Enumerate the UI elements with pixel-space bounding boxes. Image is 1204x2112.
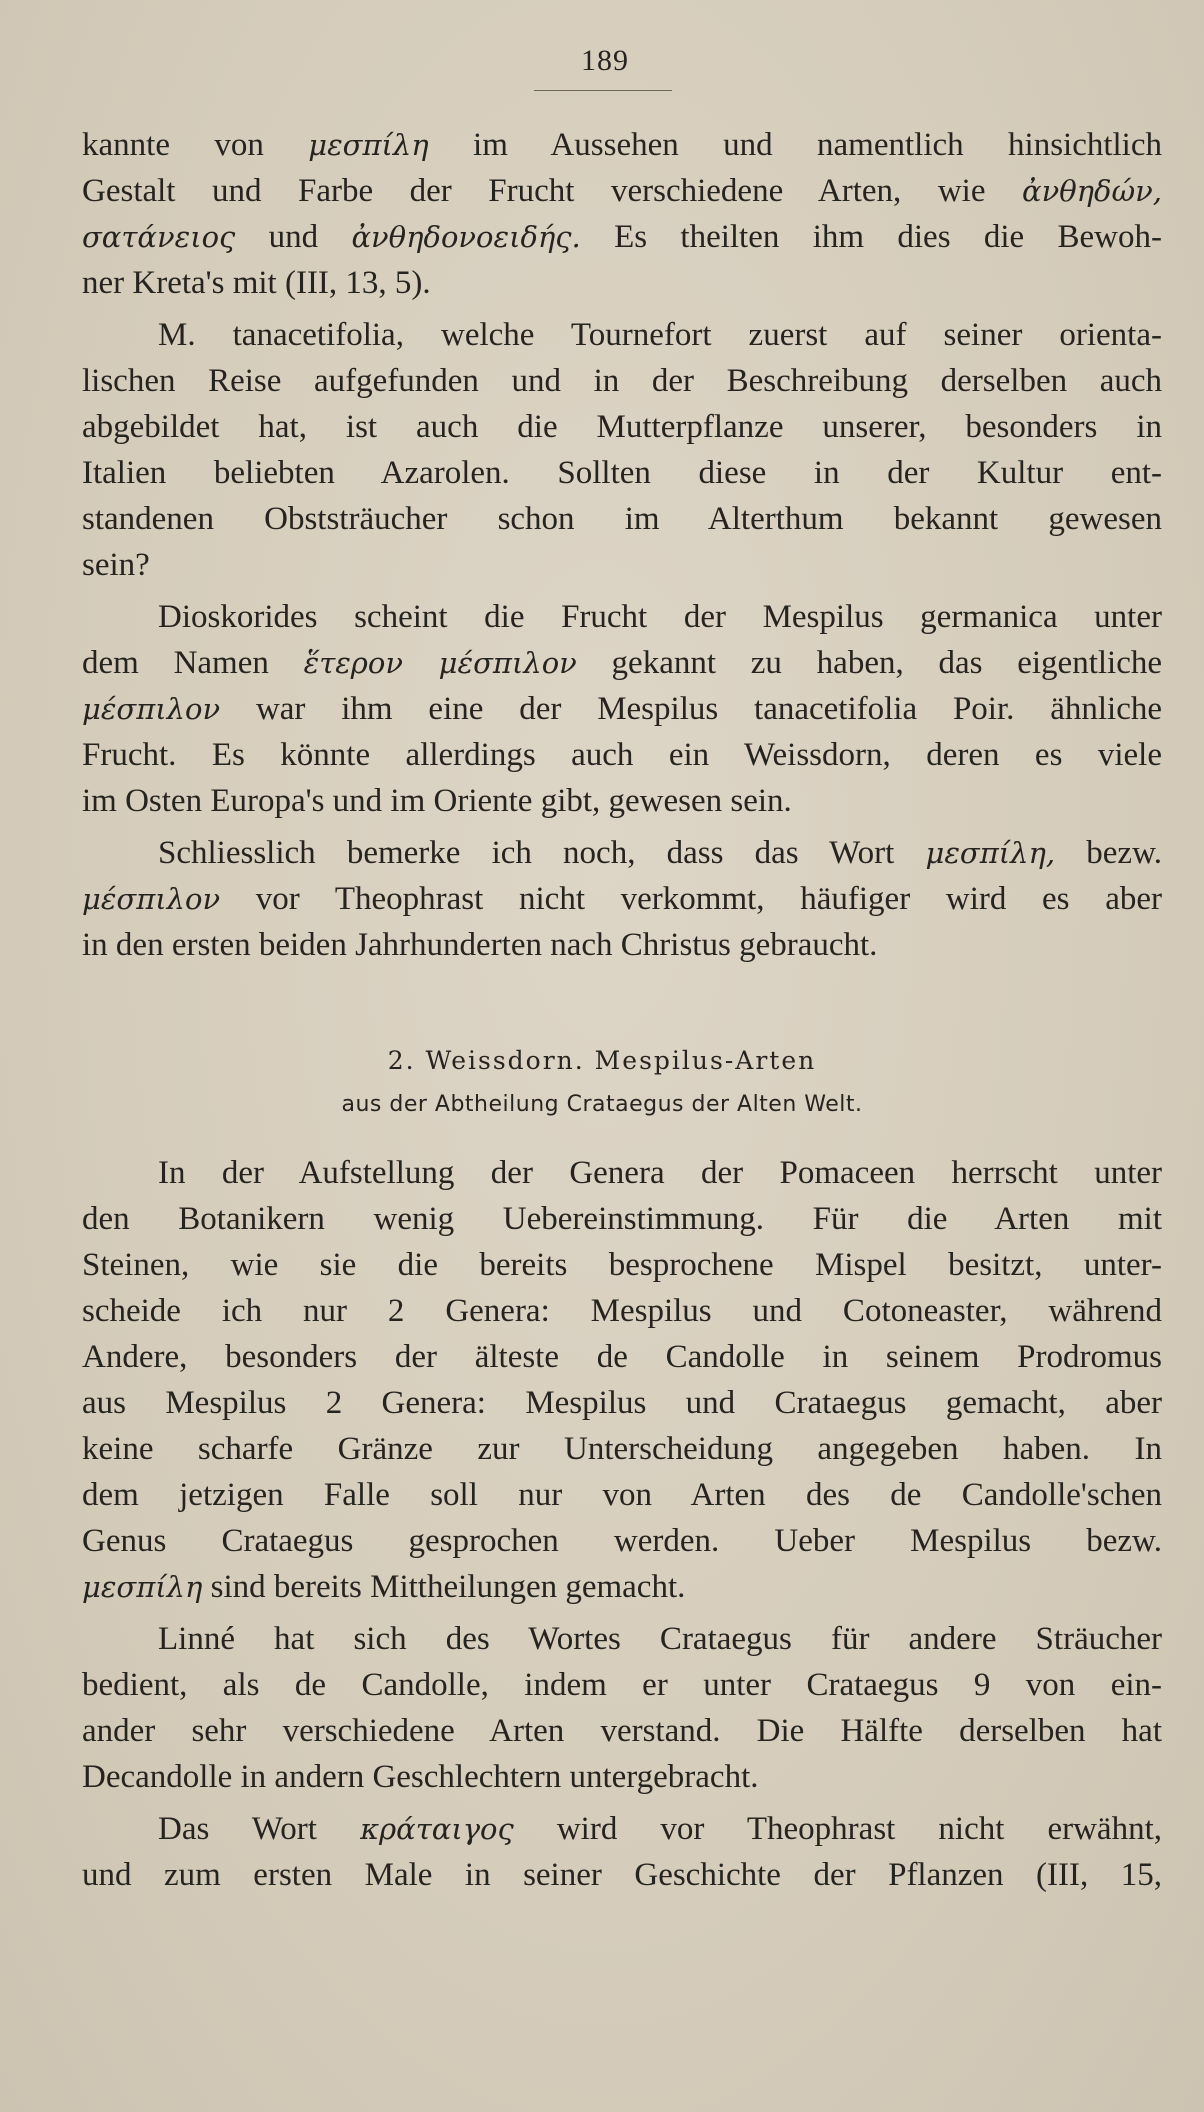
- greek-term: ἀνθηδών,: [1021, 174, 1162, 208]
- text-line: im Osten Europa's und im Oriente gibt, gewesen sein.: [82, 783, 792, 819]
- greek-term: ἀνθηδονοειδής.: [351, 220, 581, 254]
- text-line: dem jetzigen Falle soll nur von Arten des de Candolle'schen: [82, 1477, 1162, 1513]
- greek-term: μεσπίλη: [82, 1570, 203, 1604]
- text-run: Schliesslich bemerke ich noch, dass das Wort: [158, 835, 926, 871]
- text-run: Das Wort: [158, 1811, 361, 1847]
- page-number-area: [530, 44, 680, 78]
- text-line: [82, 122, 1162, 168]
- text-run: kannte von: [82, 127, 309, 163]
- text-line: Genus Crataegus gesprochen werden. Ueber Mespilus bezw.: [82, 1523, 1162, 1559]
- greek-term: μέσπιλον: [82, 882, 221, 916]
- text-line: [82, 876, 1162, 922]
- greek-term: μέσπιλον: [82, 692, 221, 726]
- text-run: sind bereits Mittheilungen gemacht.: [202, 1569, 686, 1605]
- text-line: [82, 214, 1162, 260]
- text-line: Steinen, wie sie die bereits besprochene Mispel besitzt, unter-: [82, 1247, 1162, 1283]
- greek-term: μεσπίλη: [308, 128, 429, 162]
- greek-term: σατάνειος: [82, 220, 236, 254]
- text-line: [158, 830, 1162, 876]
- text-line: ner Kreta's mit (III, 13, 5).: [82, 265, 431, 301]
- text-run: Es theilten ihm dies die Bewoh-: [580, 219, 1162, 255]
- text-line: Andere, besonders der älteste de Candolle in seinem Prodromus: [82, 1339, 1162, 1375]
- text-run: im Aussehen und namentlich hinsichtlich: [428, 127, 1163, 163]
- text-line: abgebildet hat, ist auch die Mutterpflanze unserer, besonders in: [82, 409, 1162, 445]
- text-run: bezw.: [1055, 835, 1163, 871]
- text-run: war ihm eine der Mespilus tanacetifolia Poir. ähnliche: [220, 691, 1162, 727]
- greek-term: ἕτερον μέσπιλον: [303, 646, 577, 680]
- text-line: den Botanikern wenig Uebereinstimmung. Für die Arten mit: [82, 1201, 1162, 1237]
- text-line: sein?: [82, 547, 150, 583]
- text-line: keine scharfe Gränze zur Unterscheidung angegeben haben. In: [82, 1431, 1162, 1467]
- text-run: Gestalt und Farbe der Frucht verschiedene Arten, wie: [82, 173, 1022, 209]
- text-run: und: [235, 219, 352, 255]
- text-line: in den ersten beiden Jahrhunderten nach Christus gebraucht.: [82, 927, 878, 963]
- text-line: Frucht. Es könnte allerdings auch ein Weissdorn, deren es viele: [82, 737, 1162, 773]
- text-run: gekannt zu haben, das eigentliche: [576, 645, 1162, 681]
- greek-term: κράταιγος: [360, 1812, 514, 1846]
- text-line: [82, 168, 1162, 214]
- text-line: aus Mespilus 2 Genera: Mespilus und Crataegus gemacht, aber: [82, 1385, 1162, 1421]
- text-line: Linné hat sich des Wortes Crataegus für andere Sträucher: [158, 1621, 1162, 1657]
- page-number: 189: [581, 44, 629, 77]
- text-line: In der Aufstellung der Genera der Pomaceen herrscht unter: [158, 1155, 1162, 1191]
- text-line: [82, 640, 1162, 686]
- section-subheading: aus der Abtheilung Crataegus der Alten Welt.: [341, 1092, 863, 1117]
- text-line: M. tanacetifolia, welche Tournefort zuerst auf seiner orienta-: [158, 317, 1162, 353]
- section-heading: 2. Weissdorn. Mespilus-Arten: [387, 1046, 817, 1075]
- text-line: ander sehr verschiedene Arten verstand. Die Hälfte derselben hat: [82, 1713, 1162, 1749]
- text-line: Italien beliebten Azarolen. Sollten diese in der Kultur ent-: [82, 455, 1162, 491]
- text-line: bedient, als de Candolle, indem er unter Crataegus 9 von ein-: [82, 1667, 1162, 1703]
- text-run: wird vor Theophrast nicht erwähnt,: [513, 1811, 1163, 1847]
- text-line: und zum ersten Male in seiner Geschichte der Pflanzen (III, 15,: [82, 1857, 1162, 1893]
- greek-term: μεσπίλη,: [925, 836, 1056, 870]
- text-line: [82, 1564, 1162, 1610]
- text-line: lischen Reise aufgefunden und in der Beschreibung derselben auch: [82, 363, 1162, 399]
- text-line: Dioskorides scheint die Frucht der Mespilus germanica unter: [158, 599, 1162, 635]
- text-line: [158, 1806, 1162, 1852]
- text-run: dem Namen: [82, 645, 304, 681]
- text-run: vor Theophrast nicht verkommt, häufiger wird es aber: [220, 881, 1162, 917]
- text-line: scheide ich nur 2 Genera: Mespilus und Cotoneaster, während: [82, 1293, 1162, 1329]
- text-line: standenen Obststräucher schon im Alterthum bekannt gewesen: [82, 501, 1162, 537]
- header-rule: [534, 90, 672, 91]
- text-line: [82, 686, 1162, 732]
- text-line: Decandolle in andern Geschlechtern untergebracht.: [82, 1759, 759, 1795]
